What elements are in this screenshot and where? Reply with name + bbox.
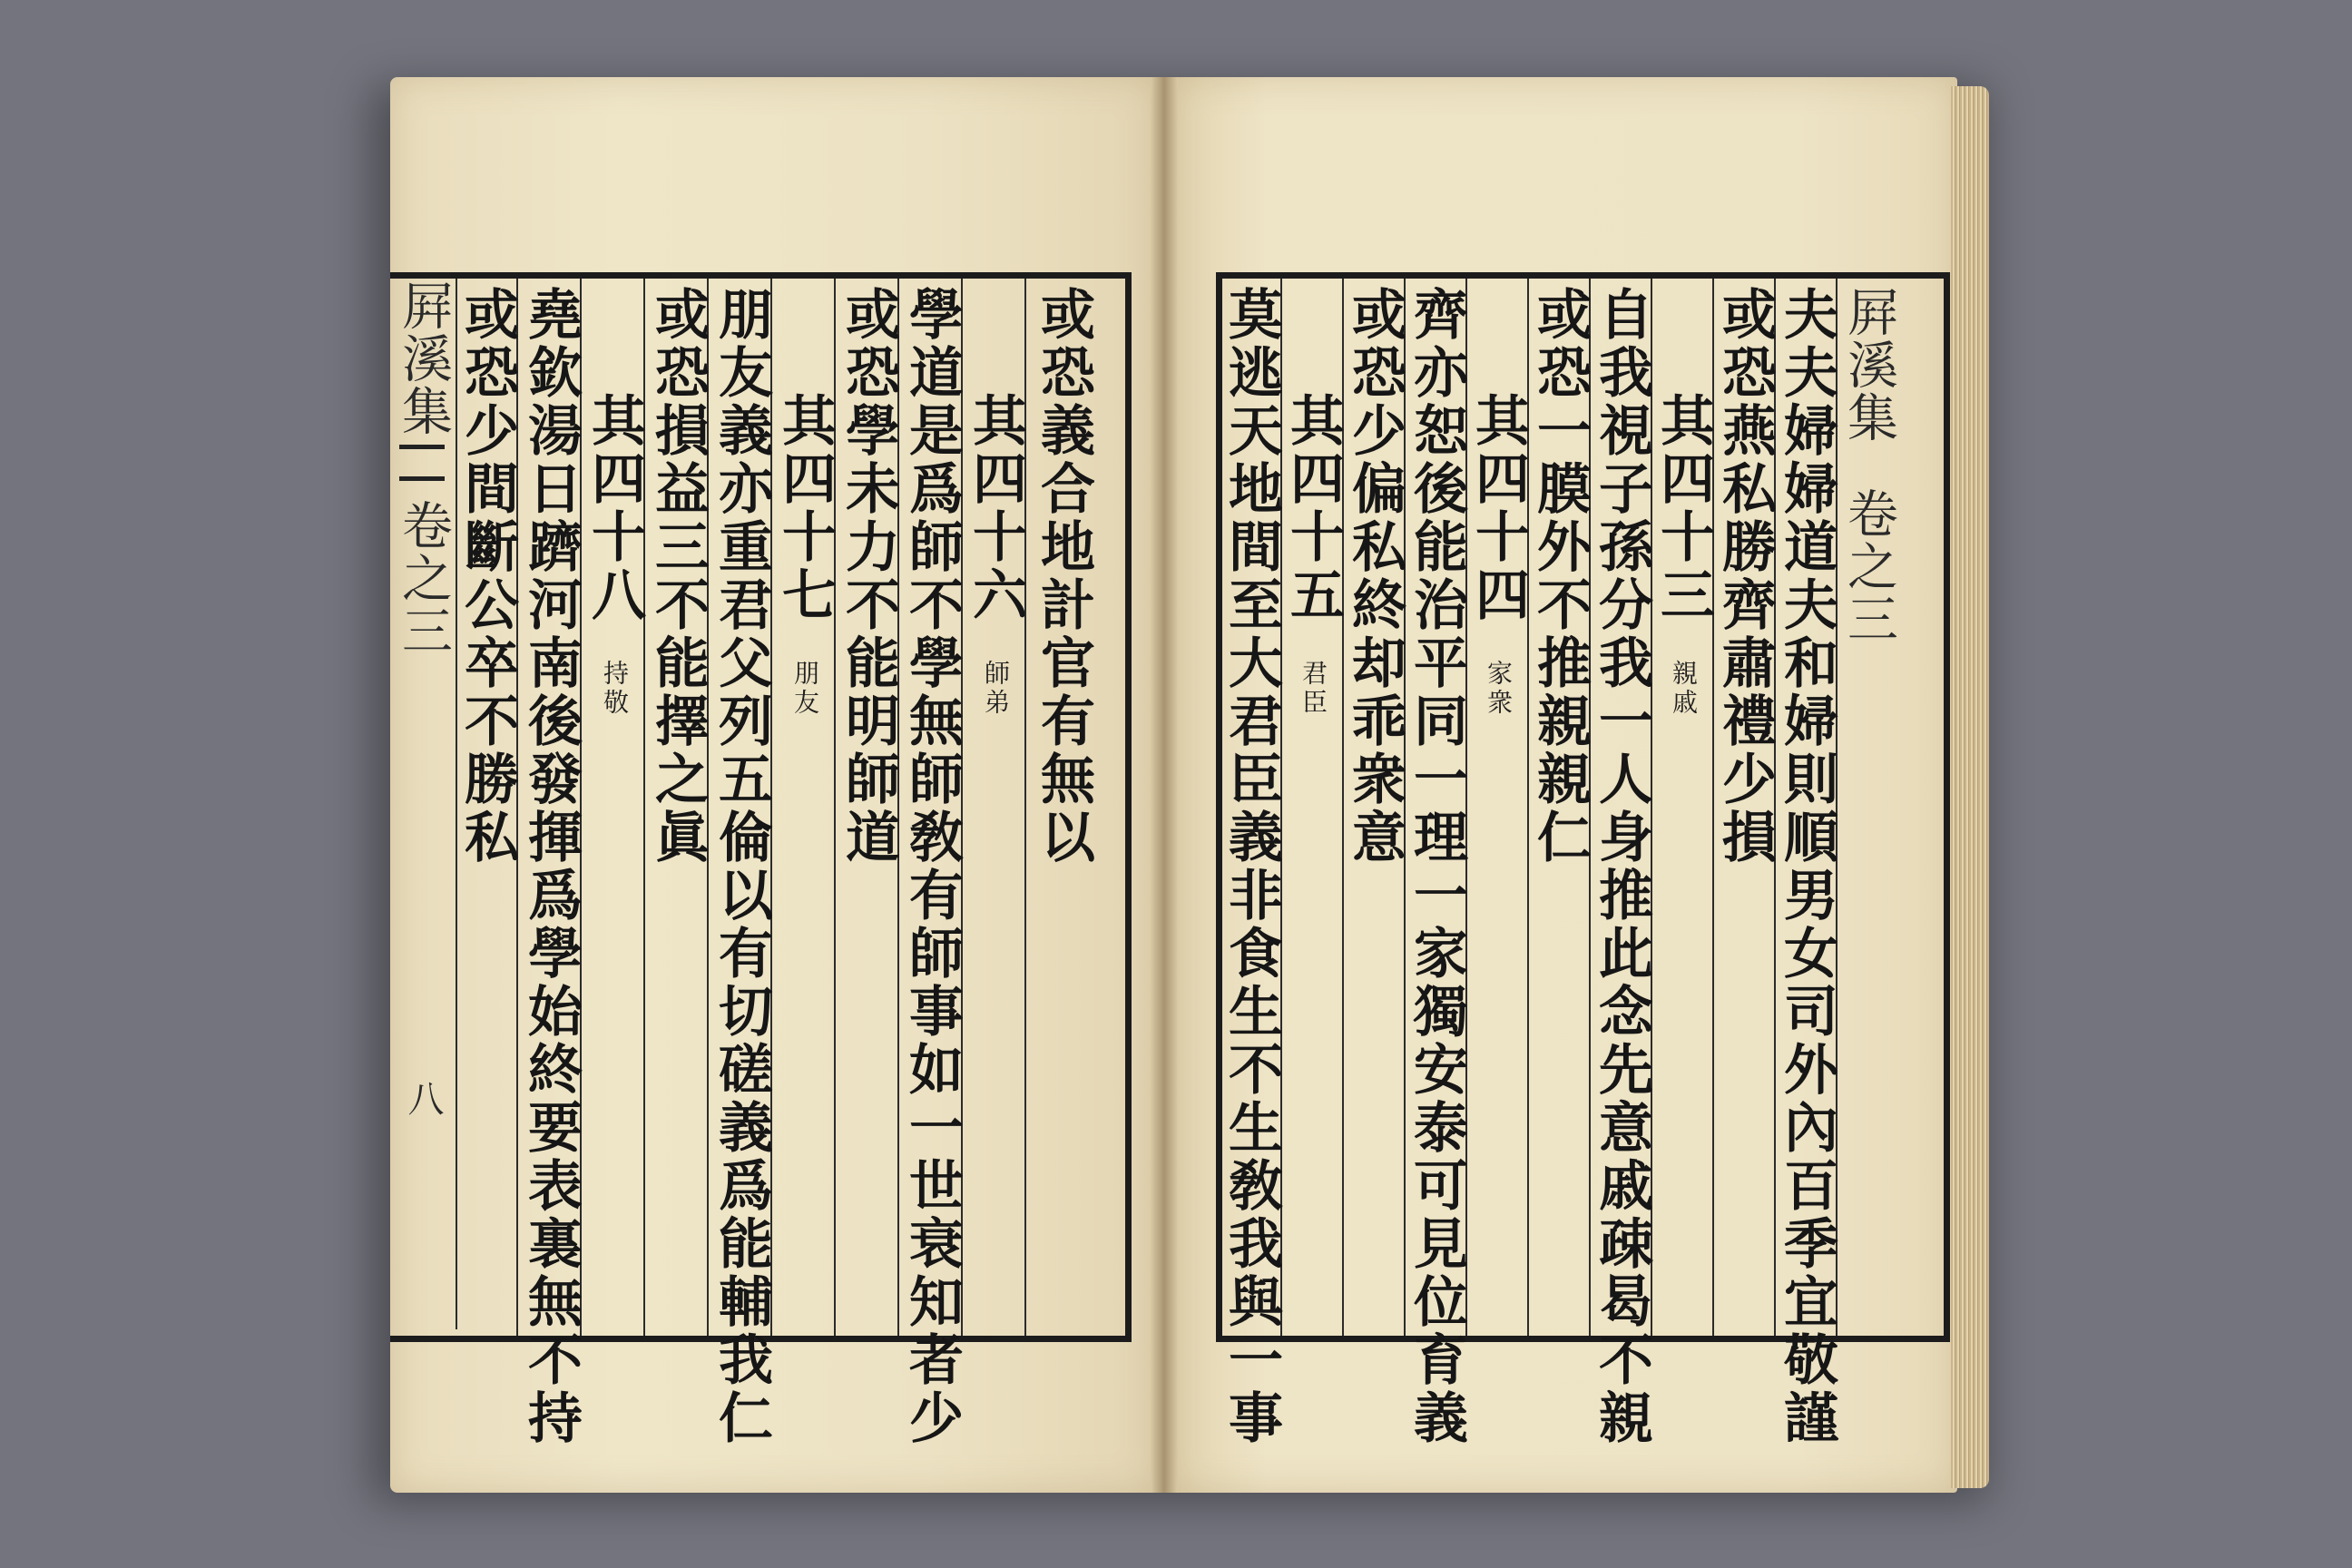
text-column: [966, 279, 1026, 1336]
text-column: [458, 279, 518, 1336]
poem-heading: 其四十八: [583, 392, 646, 624]
text-column: [1775, 279, 1838, 1447]
text-column: [1466, 279, 1530, 1336]
column-text: 或恐燕私勝齊肅禮少損: [1713, 286, 1777, 867]
running-title: 屛溪集: [1839, 286, 1898, 444]
text-column: [839, 279, 899, 1336]
text-column: [1281, 279, 1345, 1336]
text-column: [1651, 279, 1715, 1336]
text-column: [710, 279, 773, 1447]
column-text: 自我視子孫分我一人身推此念先意戚疎曷不親: [1590, 286, 1653, 1447]
text-column: [773, 279, 837, 1336]
running-volume: 卷之三: [394, 499, 453, 657]
column-text: 或恐義合地計官有無以: [1032, 286, 1095, 867]
page-number: 八: [402, 1080, 444, 1123]
column-text: 夫夫婦婦道夫和婦則順男女司外內百季宜敬謹: [1775, 286, 1838, 1447]
running-volume: 卷之三: [1839, 487, 1898, 645]
text-column: [1713, 279, 1777, 1336]
poem-heading: 其四十四: [1466, 392, 1530, 624]
subject-note: 君臣: [1298, 660, 1328, 718]
text-column: [585, 279, 645, 1336]
text-column: [1034, 279, 1093, 1336]
text-column: [1528, 279, 1592, 1336]
running-title: 屛溪集: [394, 279, 453, 437]
column-text: 或恐學未力不能明師道: [837, 286, 900, 867]
left-text-frame: [390, 272, 1132, 1447]
subject-note: 持敬: [600, 660, 630, 718]
right-text-frame: [1216, 272, 1950, 1447]
poem-heading: 其四十七: [773, 392, 837, 624]
subject-note: 親戚: [1669, 660, 1699, 718]
column-text: 或恐少偏私終却乖衆意: [1343, 286, 1406, 867]
text-column: [900, 279, 964, 1447]
column-text: 或恐少間斷公卒不勝私: [456, 286, 519, 867]
text-column: [1220, 279, 1283, 1447]
column-text: 莫逃天地間至大君臣義非食生不生敎我與一事: [1220, 286, 1283, 1447]
column-text: 堯欽湯日躋河南後發揮爲學始終要表裏無不持: [519, 286, 583, 1447]
text-column: [646, 279, 710, 1336]
text-column: [1590, 279, 1653, 1447]
subject-note: 朋友: [790, 660, 820, 718]
text-column: [1343, 279, 1406, 1336]
subject-note: 師弟: [981, 660, 1011, 718]
column-text: 學道是爲師不學無師敎有師事如一世衰知者少: [900, 286, 964, 1447]
text-column: [1405, 279, 1468, 1447]
right-running-head: [1839, 279, 1898, 1336]
page-edges: [1951, 86, 1989, 1488]
subject-note: 家衆: [1484, 660, 1514, 718]
poem-heading: 其四十三: [1651, 392, 1715, 624]
column-text: 或恐損益三不能擇之眞: [646, 286, 710, 867]
column-text: 朋友義亦重君父列五倫以有切磋義爲能輔我仁: [710, 286, 773, 1447]
column-text: 齊亦恕後能治平同一理一家獨安泰可見位育義: [1405, 286, 1468, 1447]
column-text: 或恐一膜外不推親親仁: [1528, 286, 1592, 867]
book-gutter: [1151, 77, 1178, 1493]
poem-heading: 其四十六: [964, 392, 1027, 624]
poem-heading: 其四十五: [1281, 392, 1345, 624]
text-column: [519, 279, 583, 1447]
